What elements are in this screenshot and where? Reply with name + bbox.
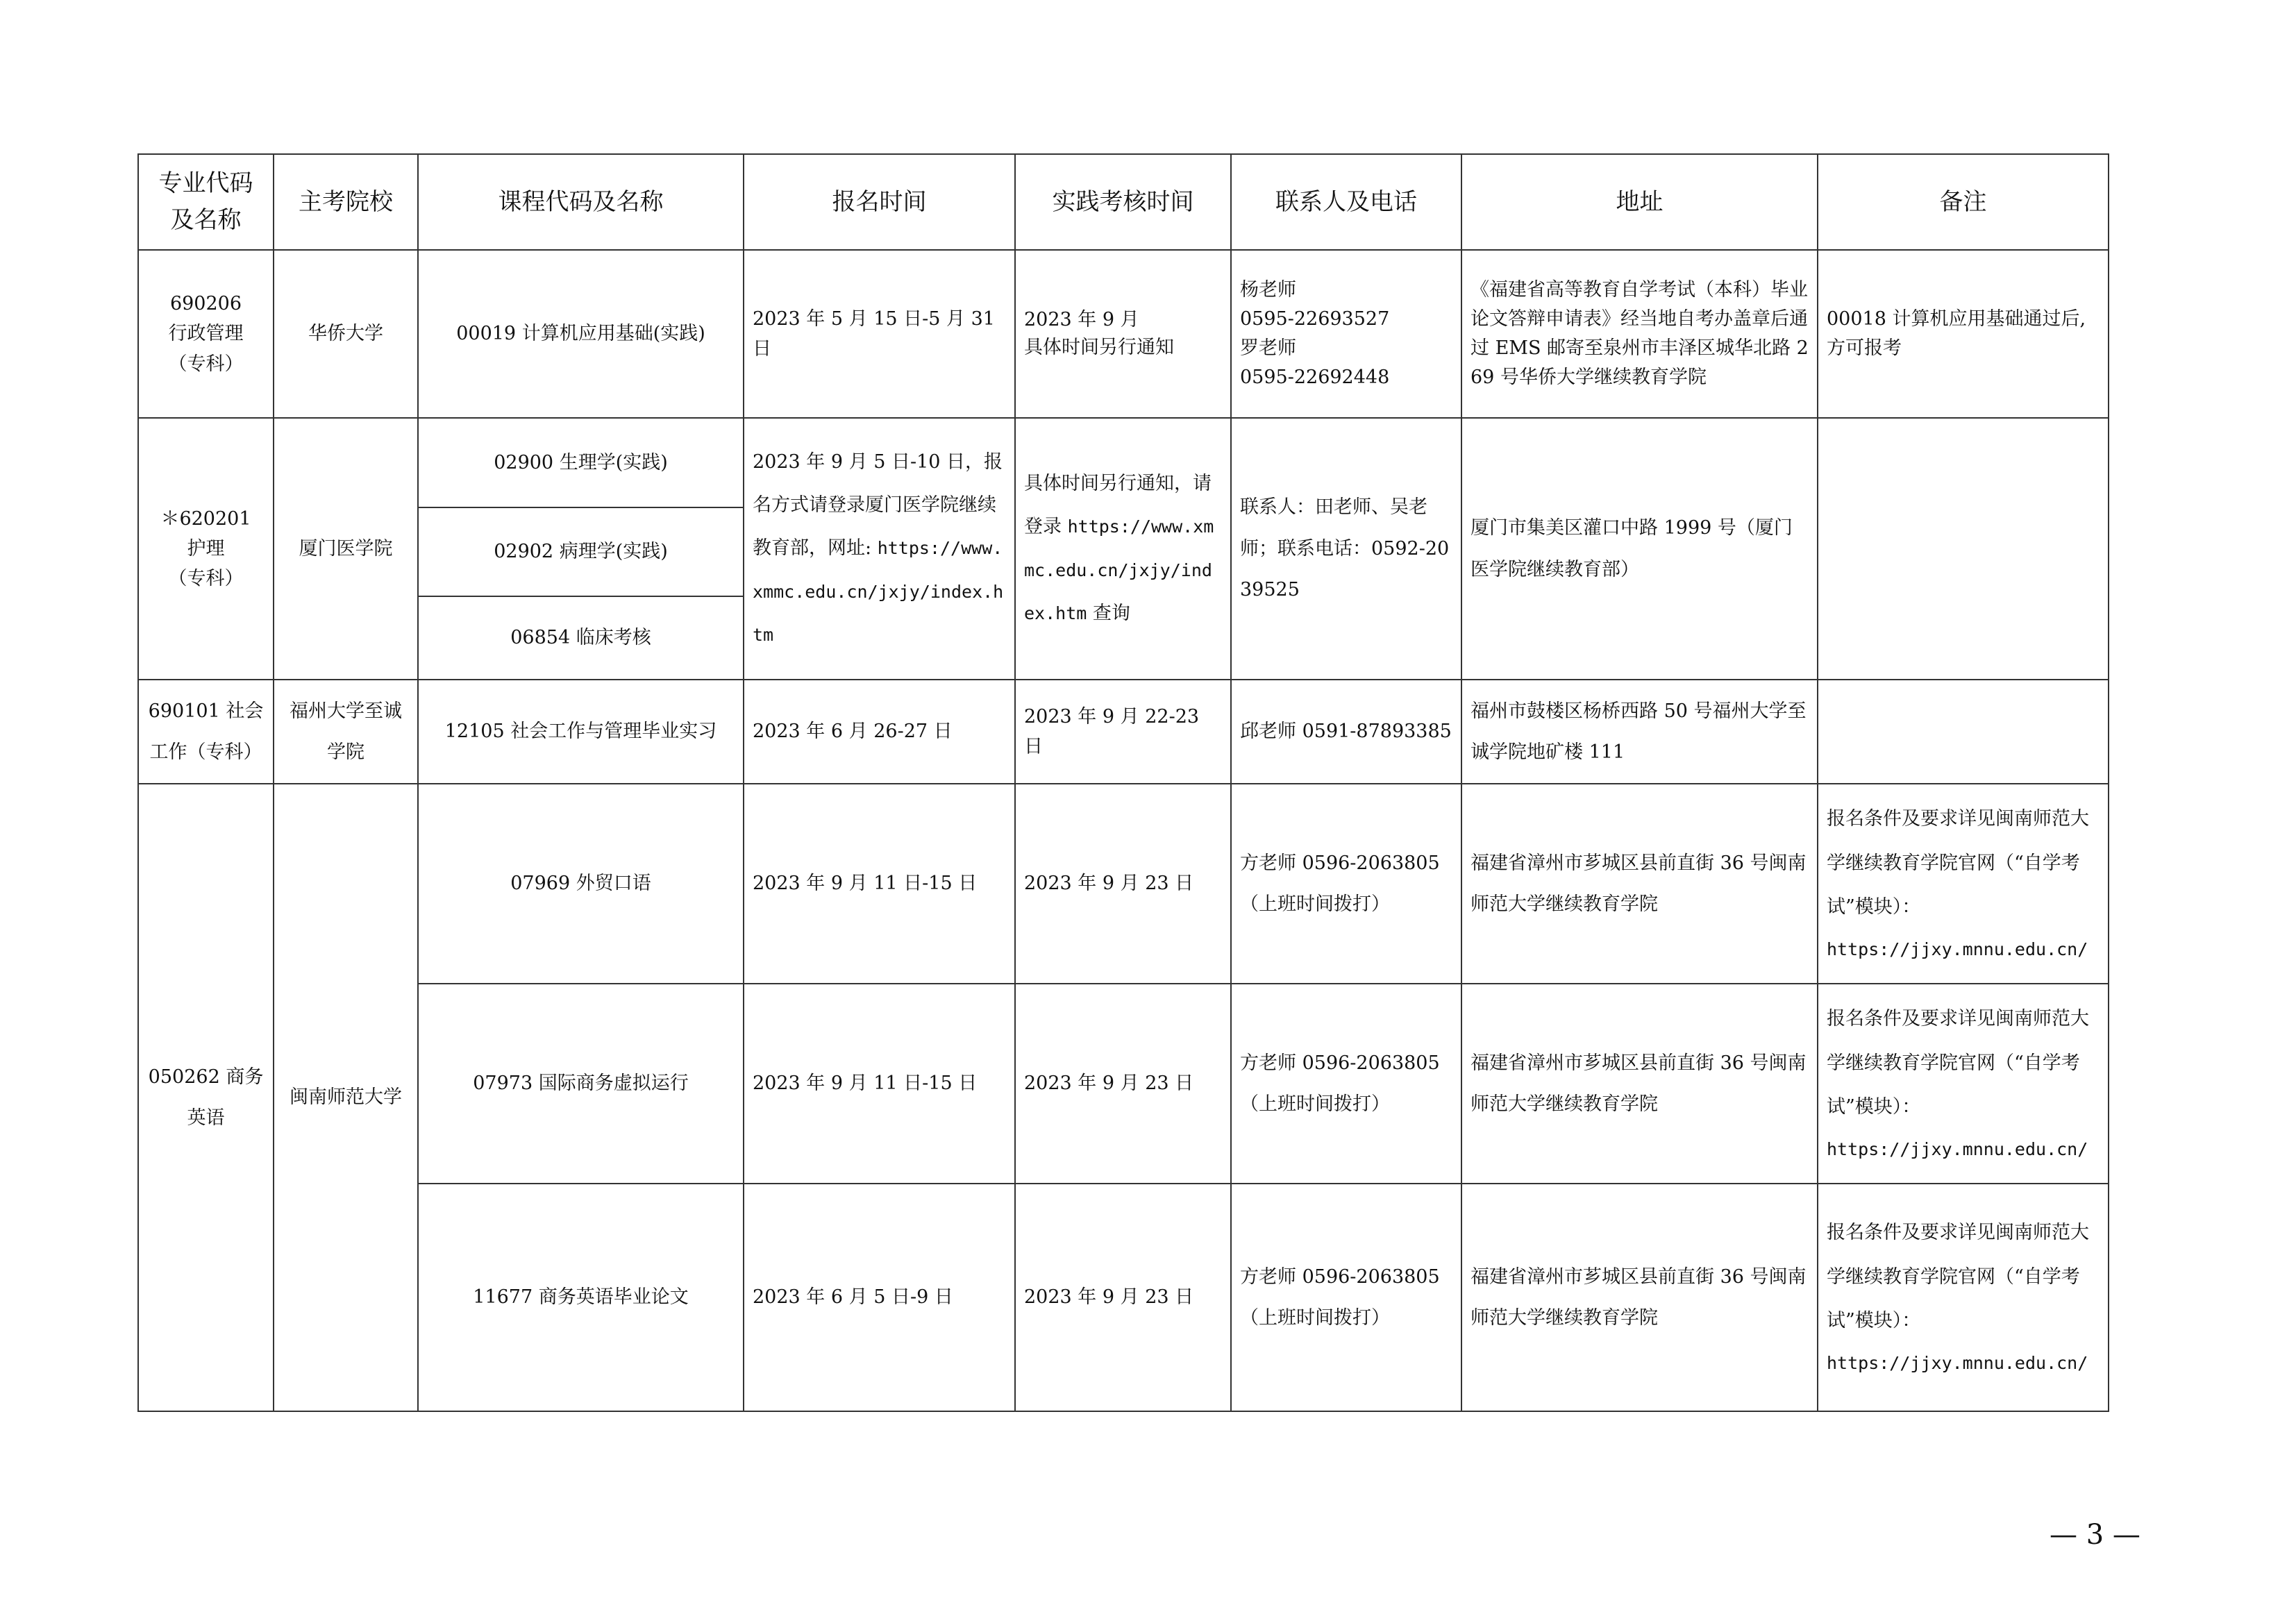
course-cell: 12105 社会工作与管理毕业实习 (418, 680, 744, 784)
remarks-cell (1818, 680, 2109, 784)
remarks-cell: 报名条件及要求详见闽南师范大学继续教育学院官网（“自学考试”模块）： https://jjxy.mnnu.edu.cn/ (1818, 984, 2109, 1184)
remarks-link[interactable]: https://jjxy.mnnu.edu.cn/ (1827, 939, 2088, 959)
address-cell: 福建省漳州市芗城区县前直街 36 号闽南师范大学继续教育学院 (1461, 984, 1818, 1184)
header-registration-time: 报名时间 (744, 154, 1015, 250)
exam-time-cell: 2023 年 9 月 23 日 (1015, 784, 1231, 984)
registration-cell: 2023 年 9 月 11 日-15 日 (744, 984, 1015, 1184)
header-address: 地址 (1461, 154, 1818, 250)
table-row (138, 1184, 2109, 1411)
registration-cell: 2023 年 6 月 5 日-9 日 (744, 1184, 1015, 1411)
address-cell: 厦门市集美区灌口中路 1999 号（厦门医学院继续教育部） (1461, 418, 1818, 680)
registration-cell: 2023 年 6 月 26-27 日 (744, 680, 1015, 784)
exam-time-cell: 具体时间另行通知，请登录 https://www.xmmc.edu.cn/jxjy/index.htm 查询 (1015, 418, 1231, 680)
school-cell: 闽南师范大学 (274, 784, 418, 1411)
header-major: 专业代码及名称 (138, 154, 274, 250)
contact-cell: 方老师 0596-2063805 （上班时间拨打） (1231, 784, 1461, 984)
school-cell: 福州大学至诚学院 (274, 680, 418, 784)
registration-cell: 2023 年 9 月 5 日-10 日，报名方式请登录厦门医学院继续教育部，网址: https://www.xmmc.edu.cn/jxjy/index.htm (744, 418, 1015, 680)
contact-cell: 联系人：田老师、吴老师；联系电话：0592-2039525 (1231, 418, 1461, 680)
exam-time-cell: 2023 年 9 月 23 日 (1015, 984, 1231, 1184)
header-course: 课程代码及名称 (418, 154, 744, 250)
address-cell: 福州市鼓楼区杨桥西路 50 号福州大学至诚学院地矿楼 111 (1461, 680, 1818, 784)
address-cell: 福建省漳州市芗城区县前直街 36 号闽南师范大学继续教育学院 (1461, 1184, 1818, 1411)
course-cell: 11677 商务英语毕业论文 (418, 1184, 744, 1411)
exam-link[interactable]: https://www.xmmc.edu.cn/jxjy/index.htm (1024, 516, 1214, 623)
contact-cell: 杨老师 0595-22693527 罗老师 0595-22692448 (1231, 250, 1461, 418)
contact-cell: 邱老师 0591-87893385 (1231, 680, 1461, 784)
remarks-cell: 00018 计算机应用基础通过后,方可报考 (1818, 250, 2109, 418)
exam-time-cell: 2023 年 9 月 具体时间另行通知 (1015, 250, 1231, 418)
school-cell: 华侨大学 (274, 250, 418, 418)
course-cell: 02902 病理学(实践) (418, 507, 744, 596)
major-cell: 050262 商务 英语 (138, 784, 274, 1411)
remarks-link[interactable]: https://jjxy.mnnu.edu.cn/ (1827, 1138, 2088, 1159)
header-practice-exam-time: 实践考核时间 (1015, 154, 1231, 250)
address-cell: 《福建省高等教育自学考试（本科）毕业论文答辩申请表》经当地自考办盖章后通过 EMS 邮寄至泉州市丰泽区城华北路 269 号华侨大学继续教育学院 (1461, 250, 1818, 418)
major-cell: ＊620201 护理 （专科） (138, 418, 274, 680)
remarks-cell: 报名条件及要求详见闽南师范大学继续教育学院官网（“自学考试”模块）： https://jjxy.mnnu.edu.cn/ (1818, 784, 2109, 984)
registration-link[interactable]: https://www.xmmc.edu.cn/jxjy/index.htm (753, 538, 1004, 645)
table-row (138, 984, 2109, 1184)
header-contact: 联系人及电话 (1231, 154, 1461, 250)
exam-schedule-table (137, 153, 2109, 1412)
address-cell: 福建省漳州市芗城区县前直街 36 号闽南师范大学继续教育学院 (1461, 784, 1818, 984)
exam-time-cell: 2023 年 9 月 22-23 日 (1015, 680, 1231, 784)
page-number: — 3 — (2050, 1519, 2140, 1551)
table-row (138, 250, 2109, 418)
registration-cell: 2023 年 5 月 15 日-5 月 31 日 (744, 250, 1015, 418)
remarks-link[interactable]: https://jjxy.mnnu.edu.cn/ (1827, 1352, 2088, 1373)
table-row (138, 680, 2109, 784)
remarks-cell: 报名条件及要求详见闽南师范大学继续教育学院官网（“自学考试”模块）： https://jjxy.mnnu.edu.cn/ (1818, 1184, 2109, 1411)
table-row (138, 418, 2109, 507)
major-cell: 690101 社会工作（专科） (138, 680, 274, 784)
course-cell: 02900 生理学(实践) (418, 418, 744, 507)
course-cell: 07969 外贸口语 (418, 784, 744, 984)
header-school: 主考院校 (274, 154, 418, 250)
remarks-cell (1818, 418, 2109, 680)
course-cell: 07973 国际商务虚拟运行 (418, 984, 744, 1184)
course-cell: 06854 临床考核 (418, 596, 744, 680)
course-cell: 00019 计算机应用基础(实践) (418, 250, 744, 418)
table-row (138, 784, 2109, 984)
registration-cell: 2023 年 9 月 11 日-15 日 (744, 784, 1015, 984)
contact-cell: 方老师 0596-2063805 （上班时间拨打） (1231, 984, 1461, 1184)
major-cell: 690206 行政管理 （专科） (138, 250, 274, 418)
school-cell: 厦门医学院 (274, 418, 418, 680)
exam-time-cell: 2023 年 9 月 23 日 (1015, 1184, 1231, 1411)
header-row (138, 154, 2109, 250)
contact-cell: 方老师 0596-2063805 （上班时间拨打） (1231, 1184, 1461, 1411)
header-remarks: 备注 (1818, 154, 2109, 250)
